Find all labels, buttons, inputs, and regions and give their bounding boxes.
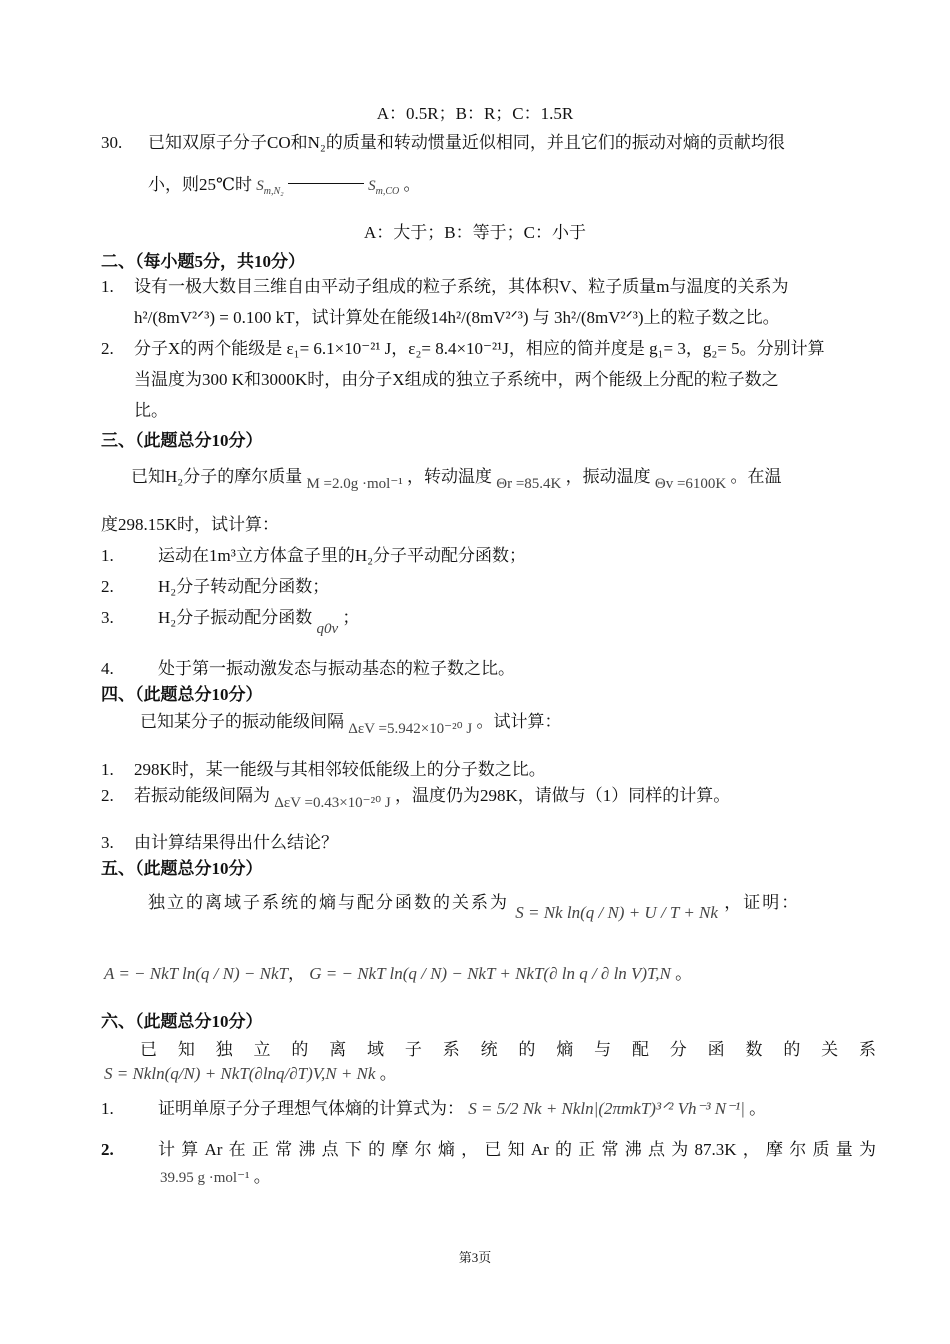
sec2-item2-line3: 比。 xyxy=(134,401,168,420)
sec2-item1-line1: 设有一极大数目三维自由平动子组成的粒子系统，其体积V、粒子质量m与温度的关系为 xyxy=(134,277,789,296)
q30-line2-prefix: 小，则25℃时 xyxy=(148,175,253,194)
sec4-item3-text: 由计算结果得出什么结论？ xyxy=(134,833,338,852)
sec3-item4-text: 处于第一振动激发态与振动基态的粒子数之比。 xyxy=(158,659,515,678)
gibbs-formula: G = − NkT ln(q / N) − NkT + NkT(∂ ln q / ∂ ln V)T,N xyxy=(309,964,671,983)
sec5-formulas: A = − NkT ln(q / N) − NkT， G = − NkT ln(q / N) − NkT + NkT(∂ ln q / ∂ ln V)T,N 。 xyxy=(104,964,693,983)
section6-heading: 六、（此题总分10分） xyxy=(101,1012,263,1031)
sec6-entropy-formula: S = Nkln(q/N) + NkT(∂lnq/∂T)V,N + Nk xyxy=(104,1064,376,1083)
sec4-intro: 已知某分子的振动能级间隔 ΔεV =5.942×10⁻²⁰ J 。试计算： xyxy=(140,712,562,737)
answer-blank xyxy=(288,183,364,184)
entropy-relation-formula: S = Nk ln(q / N) + U / T + Nk xyxy=(515,903,718,922)
section5-heading: 五、（此题总分10分） xyxy=(101,859,263,878)
helmholtz-formula: A = − NkT ln(q / N) − NkT xyxy=(104,964,288,983)
sec6-intro: 已知独立的离域子系统的熵与配分函数的关系 xyxy=(140,1040,876,1059)
sec2-item2-line1: 分子X的两个能级是 ε₁= 6.1×10⁻²¹ J，ε₂= 8.4×10⁻²¹J，相应的简并度是 g₁= 3，g₂= 5。分别计算 xyxy=(134,339,825,358)
sec3-item3-text: H₂分子振动配分函数 q0v ； xyxy=(158,608,360,637)
sec3-item1-number: 1. xyxy=(101,546,114,565)
sec3-intro-line1: 已知H₂分子的摩尔质量 M =2.0g ·mol⁻¹ ，转动温度 Θr =85.4K ，振动温度 Θv =6100K 。在温 xyxy=(131,467,782,492)
vib-partition-formula: q0v xyxy=(316,621,339,637)
sec6-item1-text: 证明单原子分子理想气体熵的计算式为： S = 5/2 Nk + Nkln|(2πmkT)³ᐟ² Vh⁻³ N⁻¹| 。 xyxy=(158,1099,767,1118)
sec6-item2-line1: 计算Ar在正常沸点下的摩尔熵，已知Ar的正常沸点为87.3K，摩尔质量为 xyxy=(158,1140,876,1159)
sackur-tetrode-formula: S = 5/2 Nk + Nkln|(2πmkT)³ᐟ² Vh⁻³ N⁻¹| xyxy=(468,1099,745,1118)
sec6-entropy-formula-line: S = Nkln(q/N) + NkT(∂lnq/∂T)V,N + Nk 。 xyxy=(104,1064,397,1083)
vibrational-temperature-formula: Θv =6100K xyxy=(654,476,727,492)
sec6-item2-number: 2. xyxy=(101,1140,114,1159)
sec3-item2-text: H₂分子转动配分函数； xyxy=(158,577,330,596)
sec4-item3-number: 3. xyxy=(101,833,114,852)
vib-gap-formula-1: ΔεV =5.942×10⁻²⁰ J xyxy=(348,721,473,737)
sec2-item2-number: 2. xyxy=(101,339,114,358)
q30-line2-suffix: 。 xyxy=(403,175,421,194)
sec5-intro: 独立的离域子系统的熵与配分函数的关系为 S = Nk ln(q / N) + U / T + Nk ，证明： xyxy=(148,893,801,922)
section4-heading: 四、（此题总分10分） xyxy=(101,685,263,704)
sec4-item2-number: 2. xyxy=(101,786,114,805)
vib-gap-formula-2: ΔεV =0.43×10⁻²⁰ J xyxy=(274,795,391,811)
sec3-item1-text: 运动在1m³立方体盒子里的H₂分子平动配分函数； xyxy=(158,546,527,565)
q29-options: A：0.5R；B：R；C：1.5R xyxy=(376,104,574,123)
section2-heading: 二、（每小题5分，共10分） xyxy=(101,252,305,271)
sec4-item2-text: 若振动能级间隔为 ΔεV =0.43×10⁻²⁰ J ，温度仍为298K，请做与（1）同样的计算。 xyxy=(134,786,731,811)
section3-heading: 三、（此题总分10分） xyxy=(101,431,263,450)
q30-line1: 已知双原子分子CO和N₂的质量和转动惯量近似相同，并且它们的振动对熵的贡献均很 xyxy=(148,133,785,152)
sec3-intro-line2: 度298.15K时，试计算： xyxy=(101,515,280,534)
sec3-item3-number: 3. xyxy=(101,608,114,627)
page-number: 第3页 xyxy=(458,1250,492,1265)
sec6-item2-line2: 39.95 g ·mol⁻¹ 。 xyxy=(160,1167,271,1186)
sec3-item2-number: 2. xyxy=(101,577,114,596)
q30-line2 xyxy=(148,175,421,195)
sec4-item1-number: 1. xyxy=(101,760,114,779)
rotational-temperature-formula: Θr =85.4K xyxy=(496,476,562,492)
molar-mass-formula: M =2.0g ·mol⁻¹ xyxy=(306,476,403,492)
q30-options: A：大于；B：等于；C：小于 xyxy=(364,223,586,242)
sec4-item1-text: 298K时，某一能级与其相邻较低能级上的分子数之比。 xyxy=(134,760,546,779)
argon-molar-mass-formula: 39.95 g ·mol⁻¹ xyxy=(160,1170,250,1186)
entropy-co-symbol: $S_{m,CO}$ xyxy=(368,178,400,197)
entropy-n2-symbol: $S_{m,N_2}$ xyxy=(256,178,284,197)
sec6-item1-number: 1. xyxy=(101,1099,114,1118)
q30-number: 30. xyxy=(101,133,123,152)
sec2-item1-number: 1. xyxy=(101,277,114,296)
sec2-item1-line2: h²/(8mV²ᐟ³) = 0.100 kT，试计算处在能级14h²/(8mV²ᐟ³) 与 3h²/(8mV²ᐟ³)上的粒子数之比。 xyxy=(134,308,780,327)
sec2-item2-line2: 当温度为300 K和3000K时，由分子X组成的独立子系统中，两个能级上分配的粒子数之 xyxy=(134,370,779,389)
sec3-item4-number: 4. xyxy=(101,659,114,678)
